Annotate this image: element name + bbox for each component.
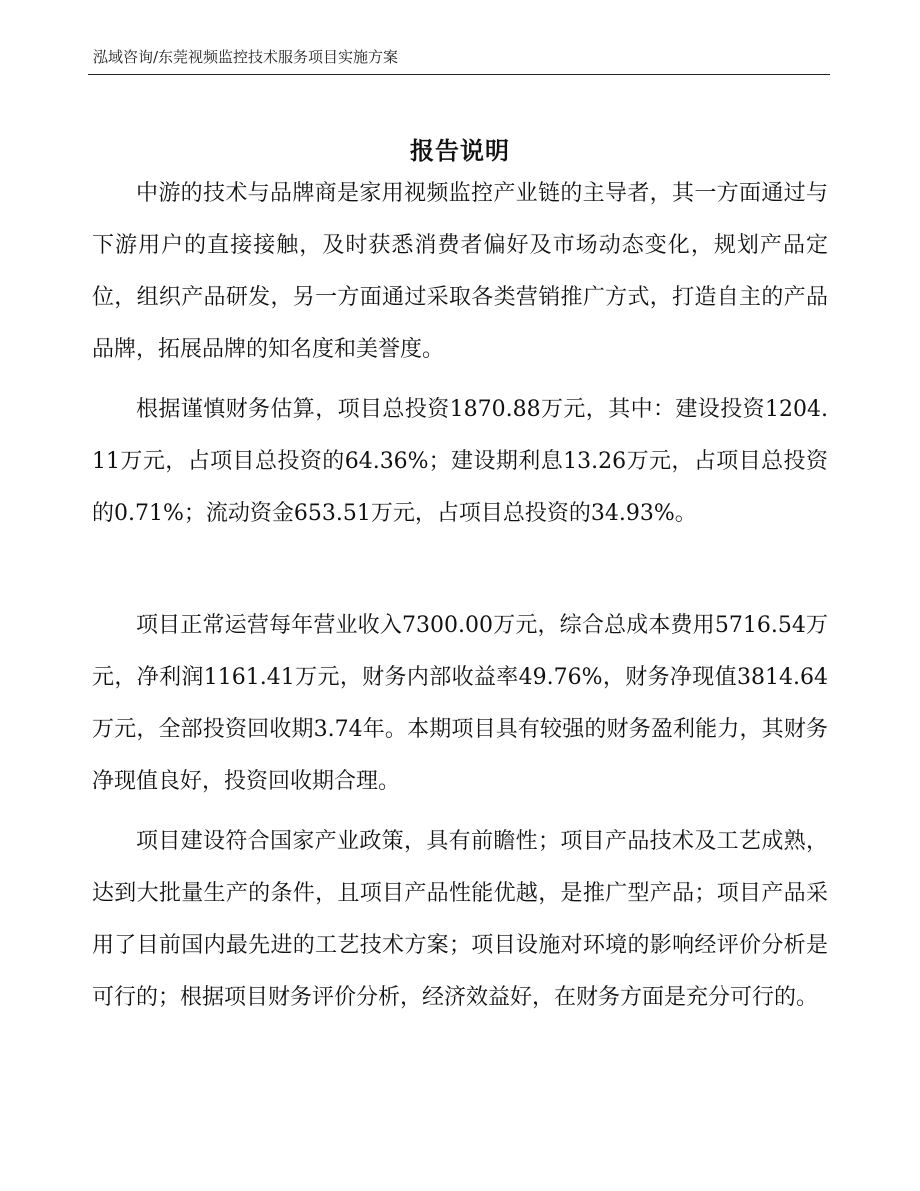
paragraph-feasibility: 项目建设符合国家产业政策，具有前瞻性；项目产品技术及工艺成熟，达到大批量生产的条件，且项目产品性能优越，是推广型产品；项目产品采用了目前国内最先进的工艺技术方案；项目设施对环境的影响经评价分析是可行的；根据项目财务评价分析，经济效益好，在财务方面是充分可行的。: [92, 829, 828, 1010]
header-divider: [88, 74, 830, 75]
running-header: 泓域咨询/东莞视频监控技术服务项目实施方案: [93, 48, 399, 66]
paragraph-financials: 项目正常运营每年营业收入7300.00万元，综合总成本费用5716.54万元，净利润1161.41万元，财务内部收益率49.76%，财务净现值3814.64万元，全部投资回收期3.74年。本期项目具有较强的财务盈利能力，其财务净现值良好，投资回收期合理。: [92, 613, 828, 794]
paragraph-industry-chain: 中游的技术与品牌商是家用视频监控产业链的主导者，其一方面通过与下游用户的直接接触，及时获悉消费者偏好及市场动态变化，规划产品定位，组织产品研发，另一方面通过采取各类营销推广方式，打造自主的产品品牌，拓展品牌的知名度和美誉度。: [92, 181, 828, 362]
report-body: [92, 168, 828, 1076]
report-title: 报告说明: [410, 136, 510, 166]
paragraph-investment: 根据谨慎财务估算，项目总投资1870.88万元，其中：建设投资1204.11万元，占项目总投资的64.36%；建设期利息13.26万元，占项目总投资的0.71%；流动资金653.51万元，占项目总投资的34.93%。: [92, 397, 828, 526]
